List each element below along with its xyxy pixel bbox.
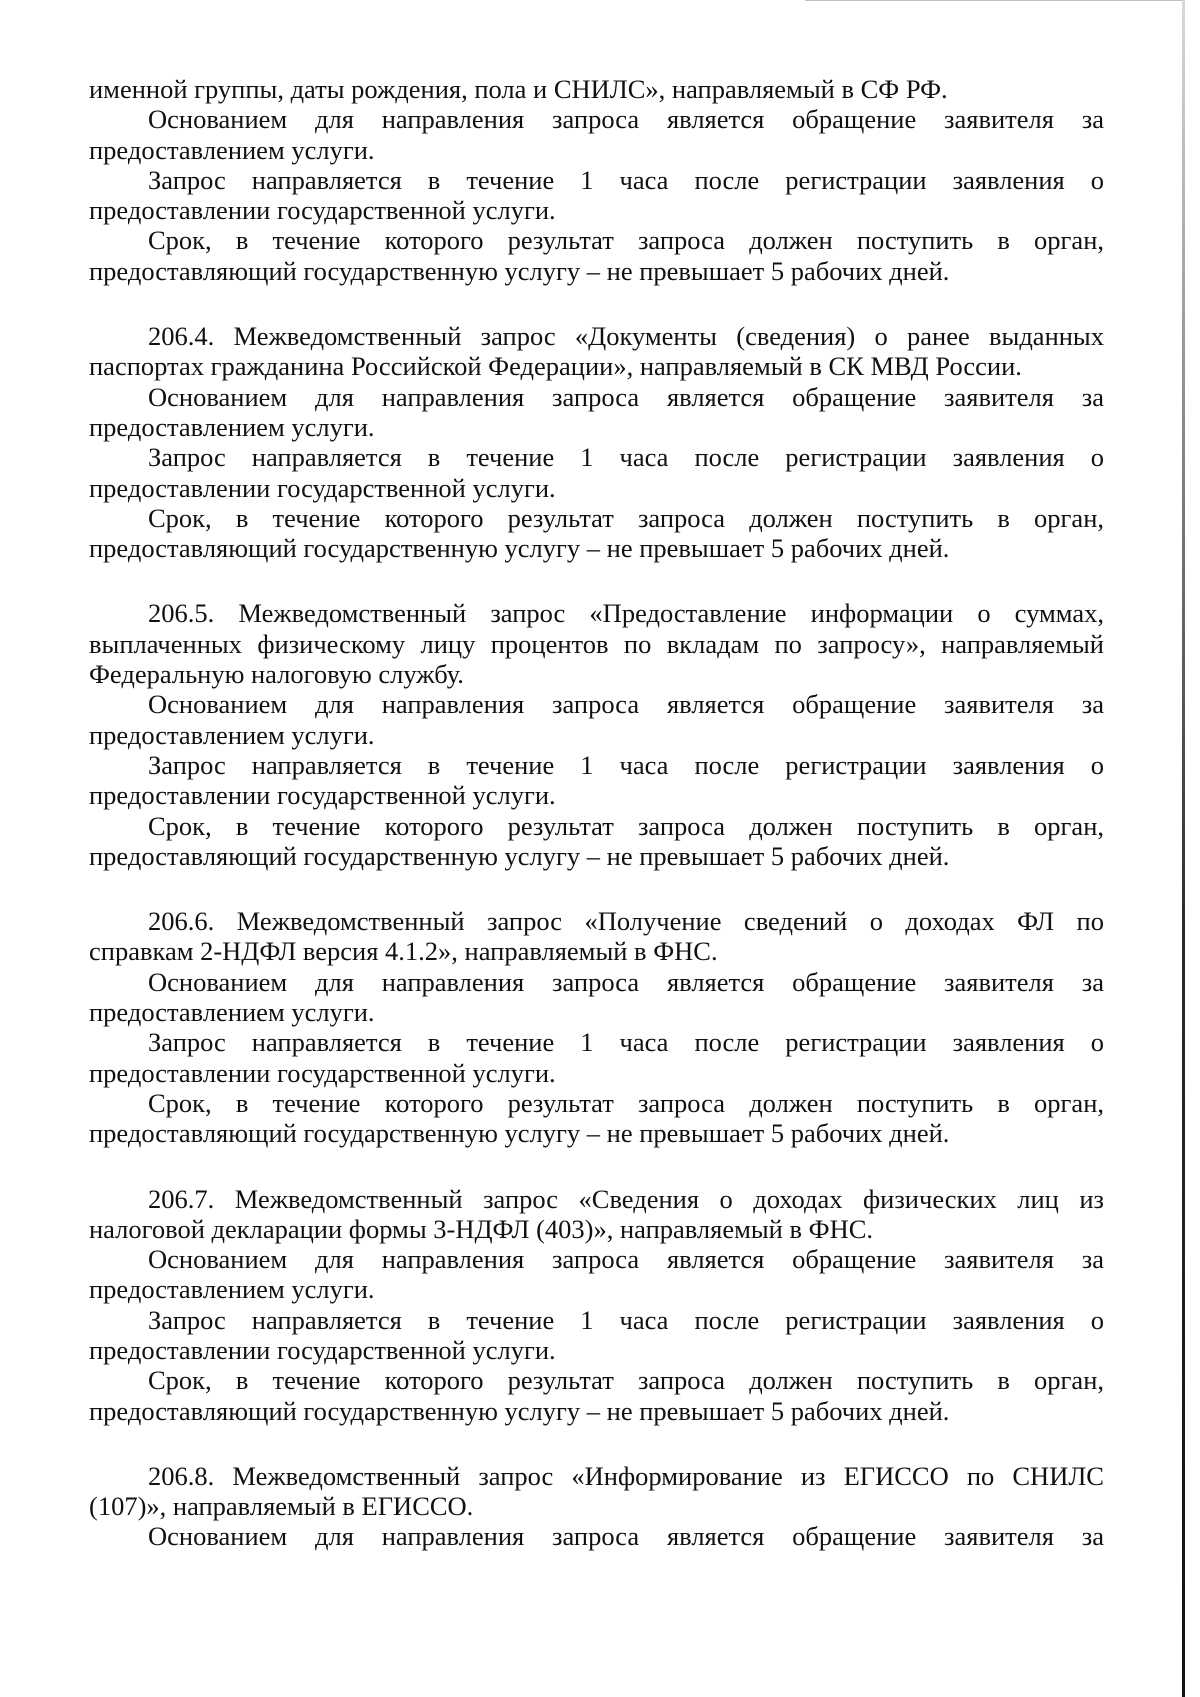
scan-edge-top — [805, 0, 1185, 1]
section-heading-line: 206.8. Межведомственный запрос «Информирование из ЕГИССО по СНИЛС — [148, 1460, 1104, 1491]
text-line: Срок, в течение которого результат запроса должен поступить в орган, — [148, 1365, 1104, 1396]
section-206-5 — [89, 598, 1104, 871]
text-line: Запрос направляется в течение 1 часа после регистрации заявления о — [148, 164, 1104, 195]
section-heading-line: налоговой декларации формы 3-НДФЛ (403)», направляемый в ФНС. — [89, 1213, 874, 1244]
section-206-4 — [89, 321, 1104, 563]
section-heading-line: 206.4. Межведомственный запрос «Документы (сведения) о ранее выданных — [148, 321, 1104, 352]
text-line: предоставляющий государственную услугу – не превышает 5 рабочих дней. — [89, 533, 950, 564]
text-line: Запрос направляется в течение 1 часа после регистрации заявления о — [148, 442, 1104, 473]
paragraph-gap — [89, 1426, 1104, 1461]
text-line: предоставляющий государственную услугу – не превышает 5 рабочих дней. — [89, 840, 950, 871]
section-heading-line: 206.7. Межведомственный запрос «Сведения о доходах физических лиц из — [148, 1183, 1104, 1214]
text-line: Срок, в течение которого результат запроса должен поступить в орган, — [148, 810, 1104, 841]
scan-edge-right — [1182, 0, 1185, 1697]
text-line: Срок, в течение которого результат запроса должен поступить в орган, — [148, 502, 1104, 533]
text-line: именной группы, даты рождения, пола и СНИЛС», направляемый в СФ РФ. — [89, 74, 948, 104]
paragraph-gap — [89, 871, 1104, 906]
section-heading-line: 206.6. Межведомственный запрос «Получение сведений о доходах ФЛ по — [148, 906, 1104, 937]
intro-section — [89, 74, 1104, 286]
section-heading-line: паспортах гражданина Российской Федерации», направляемый в СК МВД России. — [89, 351, 1022, 382]
document-body — [89, 74, 1104, 1552]
paragraph-gap — [89, 563, 1104, 598]
text-line: Основанием для направления запроса является обращение заявителя за — [148, 1244, 1104, 1275]
text-line: предоставлением услуги. — [89, 1274, 375, 1305]
section-heading-line: выплаченных физическому лицу процентов по вкладам по запросу», направляемый — [89, 628, 1104, 659]
text-line: предоставлением услуги. — [89, 134, 375, 165]
text-line: Основанием для направления запроса является обращение заявителя за — [148, 1521, 1104, 1552]
text-line: Запрос направляется в течение 1 часа после регистрации заявления о — [148, 749, 1104, 780]
section-heading-line: 206.5. Межведомственный запрос «Предоставление информации о суммах, — [148, 598, 1104, 629]
section-206-7 — [89, 1184, 1104, 1426]
text-line: предоставлении государственной услуги. — [89, 780, 556, 811]
text-line: предоставлении государственной услуги. — [89, 472, 556, 503]
text-line: Основанием для направления запроса является обращение заявителя за — [148, 381, 1104, 412]
text-line: предоставлении государственной услуги. — [89, 1334, 556, 1365]
text-line: Запрос направляется в течение 1 часа после регистрации заявления о — [148, 1304, 1104, 1335]
text-line: предоставляющий государственную услугу – не превышает 5 рабочих дней. — [89, 255, 950, 286]
section-heading-line: Федеральную налоговую службу. — [89, 659, 464, 690]
text-line: предоставлением услуги. — [89, 997, 375, 1028]
text-line: Основанием для направления запроса является обращение заявителя за — [148, 966, 1104, 997]
text-line: предоставлением услуги. — [89, 411, 375, 442]
section-206-6 — [89, 906, 1104, 1148]
paragraph-gap — [89, 1149, 1104, 1184]
text-line: Основанием для направления запроса является обращение заявителя за — [148, 689, 1104, 720]
section-206-8 — [89, 1461, 1104, 1552]
text-line: Срок, в течение которого результат запроса должен поступить в орган, — [148, 1087, 1104, 1118]
text-line: предоставлением услуги. — [89, 719, 375, 750]
paragraph-gap — [89, 286, 1104, 321]
text-line: Основанием для направления запроса является обращение заявителя за — [148, 104, 1104, 135]
text-line: предоставлении государственной услуги. — [89, 1057, 556, 1088]
text-line: предоставляющий государственную услугу – не превышает 5 рабочих дней. — [89, 1118, 950, 1149]
text-line: Запрос направляется в течение 1 часа после регистрации заявления о — [148, 1027, 1104, 1058]
text-line: предоставляющий государственную услугу – не превышает 5 рабочих дней. — [89, 1395, 950, 1426]
text-line: Срок, в течение которого результат запроса должен поступить в орган, — [148, 225, 1104, 256]
section-heading-line: (107)», направляемый в ЕГИССО. — [89, 1491, 474, 1522]
section-heading-line: справкам 2-НДФЛ версия 4.1.2», направляемый в ФНС. — [89, 936, 718, 967]
text-line: предоставлении государственной услуги. — [89, 195, 556, 226]
